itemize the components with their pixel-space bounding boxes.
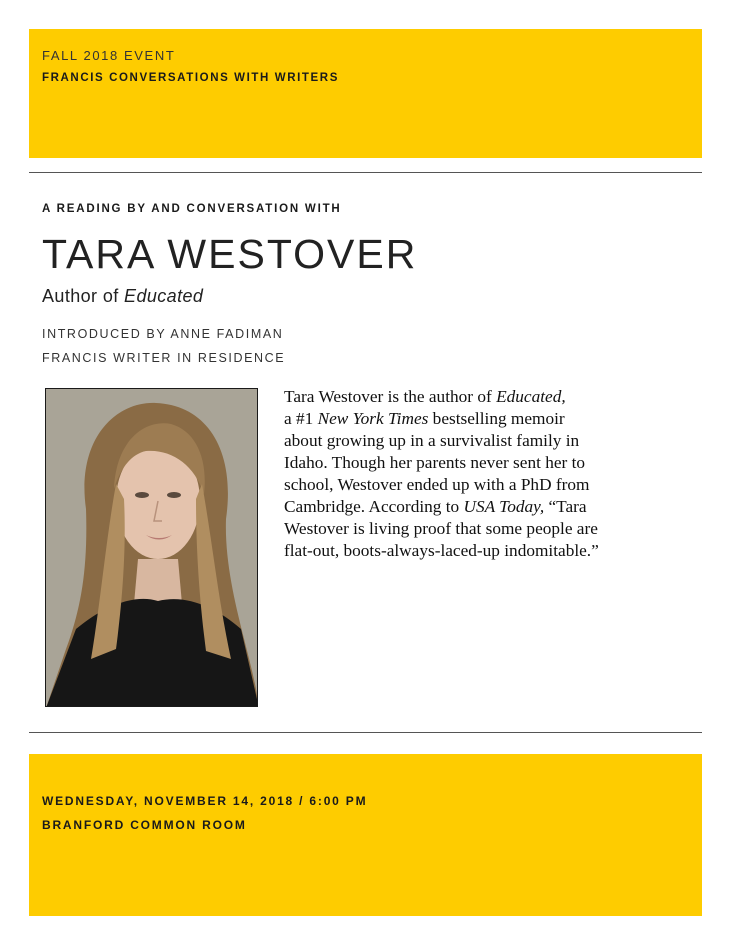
bio-line: school, Westover ended up with a PhD from bbox=[284, 475, 590, 494]
introducer-role: FRANCIS WRITER IN RESIDENCE bbox=[42, 351, 286, 365]
bio-line: Cambridge. According to USA Today, “Tara bbox=[284, 497, 587, 516]
bio-line: a #1 New York Times bestselling memoir bbox=[284, 409, 565, 428]
bio-line: Westover is living proof that some people are bbox=[284, 519, 598, 538]
bio-line: Tara Westover is the author of Educated, bbox=[284, 387, 566, 406]
event-date-time: WEDNESDAY, NOVEMBER 14, 2018 / 6:00 PM bbox=[42, 794, 368, 808]
book-title: Educated bbox=[124, 286, 204, 306]
subtitle-prefix: Author of bbox=[42, 286, 125, 306]
event-series: FRANCIS CONVERSATIONS WITH WRITERS bbox=[42, 72, 339, 84]
event-season: FALL 2018 EVENT bbox=[42, 48, 176, 63]
author-subtitle bbox=[42, 286, 203, 307]
author-name: TARA WESTOVER bbox=[42, 231, 418, 277]
footer-band bbox=[29, 754, 702, 916]
divider-top bbox=[29, 172, 702, 173]
introduced-by: INTRODUCED BY ANNE FADIMAN bbox=[42, 327, 284, 341]
author-photo bbox=[45, 388, 258, 707]
author-bio bbox=[284, 386, 694, 562]
event-kicker: A READING BY AND CONVERSATION WITH bbox=[42, 203, 342, 215]
bio-line: flat-out, boots-always-laced-up indomitable.” bbox=[284, 541, 599, 560]
bio-line: Idaho. Though her parents never sent her to bbox=[284, 453, 586, 472]
bio-line: about growing up in a survivalist family in bbox=[284, 431, 580, 450]
divider-bottom bbox=[29, 732, 702, 733]
author-portrait-illustration bbox=[46, 389, 258, 707]
event-venue: BRANFORD COMMON ROOM bbox=[42, 818, 247, 832]
